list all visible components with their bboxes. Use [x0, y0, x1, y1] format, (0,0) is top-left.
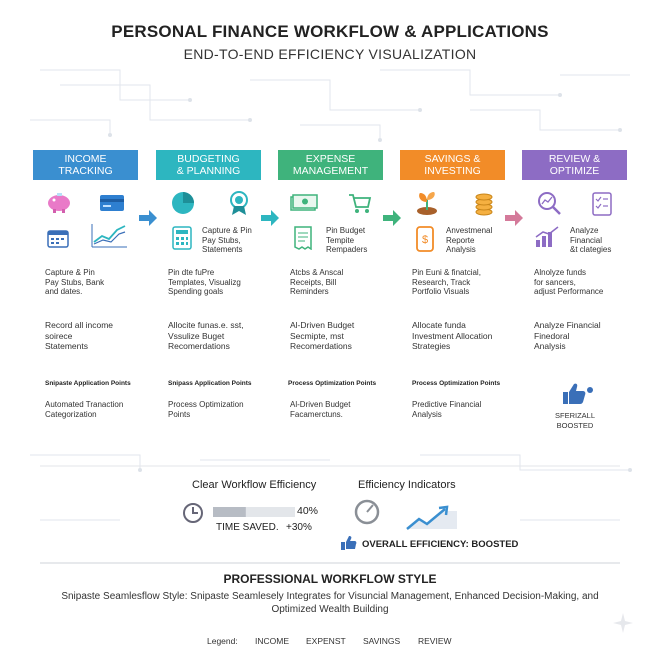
- credit-card-icon: [99, 194, 125, 212]
- overall-efficiency-label: OVERALL EFFICIENCY: BOOSTED: [362, 539, 519, 550]
- money-icon: [290, 194, 318, 212]
- step-text: Atcbs & Anscal Receipts, Bill Reminders: [290, 268, 344, 296]
- plant-icon: [414, 190, 440, 216]
- column-heading: [278, 150, 383, 180]
- legend-item: INCOME: [255, 636, 289, 646]
- coins-icon: [474, 190, 494, 216]
- heading-line: EXPENSE: [305, 153, 356, 165]
- section-label: Process Optimization Points: [288, 380, 377, 387]
- step-text: Pin Euni & finatcial, Research, Track Portfolio Visuals: [412, 268, 481, 296]
- gauge-icon: [353, 498, 381, 526]
- page-title: PERSONAL FINANCE WORKFLOW & APPLICATIONS: [111, 22, 549, 41]
- time-saved-value: +30%: [286, 522, 312, 533]
- column-budgeting-planning: [156, 150, 261, 433]
- section-label: Snipass Application Points: [168, 380, 252, 387]
- trend-up-icon: [405, 505, 459, 531]
- heading-line: OPTIMIZE: [549, 165, 600, 177]
- award-icon: [228, 190, 250, 216]
- step-text: Allocate funda Investment Allocation Strategies: [412, 320, 493, 351]
- column-review-optimize: [522, 150, 627, 433]
- calculator-icon: [172, 226, 192, 250]
- arrow-icon: [261, 210, 279, 226]
- thumbs-up-icon: [340, 535, 358, 551]
- step-text: Al-Driven Budget Facamerctuns.: [290, 400, 351, 419]
- heading-line: REVIEW &: [548, 153, 601, 165]
- step-text: Automated Tranaction Categorization: [45, 400, 124, 419]
- step-text: Analyze Financial Finedoral Analysis: [534, 320, 601, 351]
- arrow-icon: [383, 210, 401, 226]
- legend-label: Legend:: [207, 636, 238, 646]
- heading-line: INCOME: [64, 153, 107, 165]
- column-heading: [522, 150, 627, 180]
- step-text: Record all income soirece Statements: [45, 320, 114, 351]
- icon-caption: Capture & Pin Pay Stubs, Statements: [202, 226, 252, 254]
- icon-caption: Pin Budget Tempite Rempaders: [326, 226, 368, 254]
- pie-chart-icon: [170, 190, 196, 216]
- efficiency-progress-bar: [213, 507, 295, 517]
- progress-value: 40%: [297, 505, 319, 517]
- heading-line: BUDGETING: [177, 153, 240, 165]
- column-heading: [156, 150, 261, 180]
- icon-caption: Analyze Financial &t clategies: [570, 226, 612, 254]
- clear-efficiency-title: Clear Workflow Efficiency: [192, 479, 317, 491]
- checklist-icon: [592, 192, 612, 216]
- step-text: Process Optimization Points: [168, 400, 244, 419]
- calendar-icon: [47, 228, 69, 248]
- step-text: Al-Driven Budget Secmipte, mst Recomerdations: [290, 320, 355, 351]
- bar-chart-icon: [534, 226, 560, 248]
- thumbs-up-icon: [560, 380, 594, 406]
- arrow-icon: [505, 210, 523, 226]
- heading-line: INVESTING: [424, 165, 481, 177]
- time-saved-label: TIME SAVED.: [216, 522, 279, 533]
- boosted-label: SFERIZALL BOOSTED: [554, 411, 595, 430]
- heading-line: TRACKING: [58, 165, 113, 177]
- column-expense-management: [278, 150, 383, 433]
- heading-line: MANAGEMENT: [292, 165, 369, 177]
- legend-item: SAVINGS: [363, 636, 401, 646]
- mobile-dollar-icon: [416, 226, 434, 252]
- svg-text:$: $: [421, 234, 429, 246]
- shopping-cart-icon: [348, 192, 372, 214]
- growth-chart-icon: [89, 222, 129, 250]
- step-text: Allocite funas.e. sst, Vssulize Buget Recomerdations: [168, 320, 244, 351]
- step-text: Pin dte fuPre Templates, Visualizg Spending goals: [168, 268, 241, 296]
- step-text: Predictive Financial Analysis: [412, 400, 482, 419]
- receipt-icon: [294, 226, 312, 250]
- efficiency-indicators-title: Efficiency Indicators: [358, 479, 456, 491]
- page-subtitle: END-TO-END EFFICIENCY VISUALIZATION: [183, 46, 477, 62]
- legend-item: REVIEW: [418, 636, 452, 646]
- magnifier-chart-icon: [536, 190, 562, 216]
- section-label: Snipaste Application Points: [45, 380, 131, 387]
- column-heading: [33, 150, 138, 180]
- sparkle-icon: [612, 612, 634, 634]
- workflow-style-description: Snipaste Seamlesflow Style: Snipaste Seamlesely Integrates for Visuncial Management, Enhanced Decision-Making, and Optimized Wealth Building: [61, 591, 599, 615]
- section-label: Process Optimization Points: [412, 380, 501, 387]
- column-savings-investing: [400, 150, 505, 433]
- clock-icon: [182, 502, 204, 524]
- heading-line: & PLANNING: [176, 165, 241, 177]
- column-heading: [400, 150, 505, 180]
- piggy-bank-icon: [45, 190, 73, 214]
- step-text: Capture & Pin Pay Stubs, Bank and dates.: [45, 268, 105, 296]
- step-text: Alnolyze funds for sancers, adjust Performance: [534, 268, 604, 296]
- heading-line: SAVINGS &: [424, 153, 481, 165]
- column-income-tracking: [33, 150, 138, 433]
- icon-caption: Anvestmenal Reporte Analysis: [446, 226, 493, 254]
- legend-item: EXPENST: [306, 636, 346, 646]
- arrow-icon: [139, 210, 157, 226]
- workflow-style-title: PROFESSIONAL WORKFLOW STYLE: [223, 572, 437, 586]
